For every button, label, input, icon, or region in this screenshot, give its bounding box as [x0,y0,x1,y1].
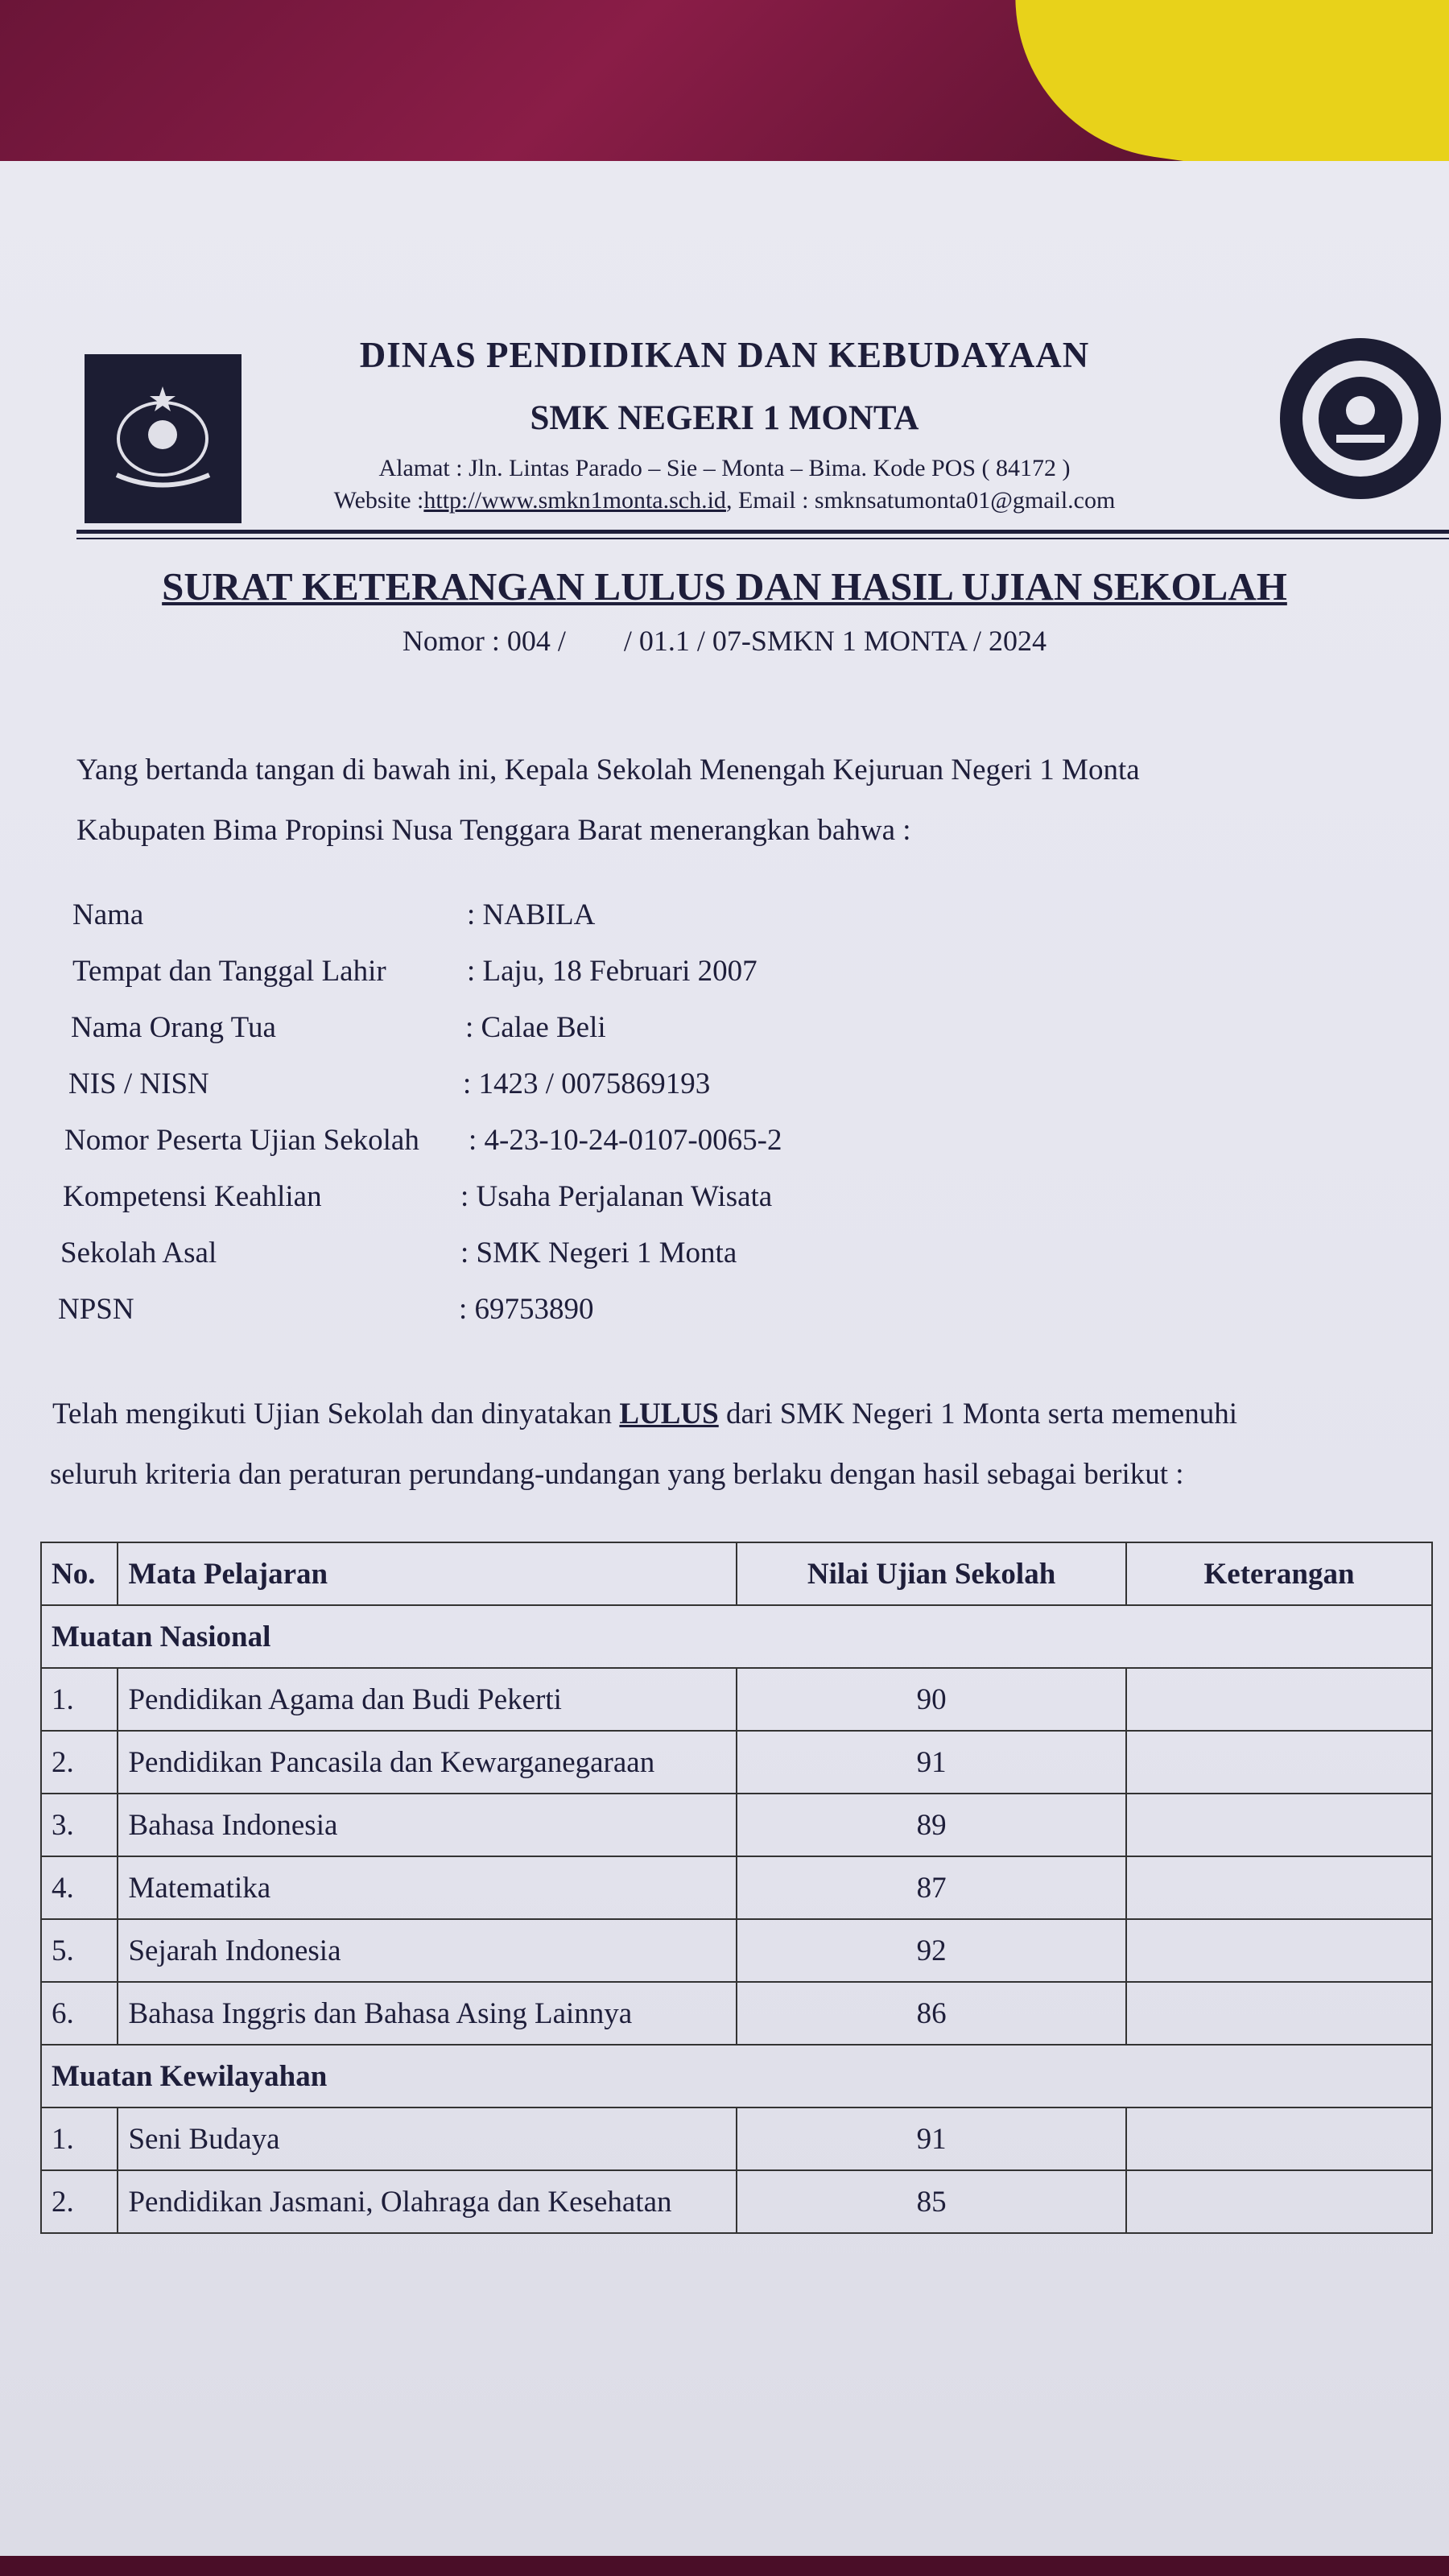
header-address: Alamat : Jln. Lintas Parado – Sie – Monta – Bima. Kode POS ( 84172 ) [378,455,1071,481]
row-remarks [1126,2170,1432,2233]
row-score: 92 [737,1919,1126,1982]
grades-table [40,1542,1433,2234]
table-row [41,2170,1432,2233]
header-score: Nilai Ujian Sekolah [737,1542,1126,1605]
row-subject: Pendidikan Pancasila dan Kewarganegaraan [118,1731,737,1794]
row-remarks [1126,1982,1432,2045]
row-subject: Pendidikan Jasmani, Olahraga dan Kesehatan [118,2170,737,2233]
row-remarks [1126,1794,1432,1856]
row-score: 89 [737,1794,1126,1856]
field-label: Nama Orang Tua [71,1011,276,1044]
intro-line-1: Yang bertanda tangan di bawah ini, Kepala Sekolah Menengah Kejuruan Negeri 1 Monta [76,753,1140,786]
row-remarks [1126,1856,1432,1919]
section-national: Muatan Nasional [41,1605,1432,1668]
row-subject: Seni Budaya [118,2107,737,2170]
statement-line-1 [52,1397,1237,1431]
section-regional: Muatan Kewilayahan [41,2045,1432,2107]
row-score: 90 [737,1668,1126,1731]
row-no: 5. [41,1919,118,1982]
field-value: : 1423 / 0075869193 [463,1067,711,1100]
header-remarks: Keterangan [1126,1542,1432,1605]
row-score: 91 [737,1731,1126,1794]
field-label: Kompetensi Keahlian [63,1180,322,1213]
header-no: No. [41,1542,118,1605]
header-website-line [0,487,1449,514]
table-row [41,1794,1432,1856]
field-value: : Usaha Perjalanan Wisata [460,1180,773,1213]
table-row [41,2107,1432,2170]
field-value: : SMK Negeri 1 Monta [460,1236,737,1269]
row-subject: Matematika [118,1856,737,1919]
row-no: 2. [41,2170,118,2233]
row-no: 1. [41,1668,118,1731]
row-score: 87 [737,1856,1126,1919]
row-subject: Bahasa Inggris dan Bahasa Asing Lainnya [118,1982,737,2045]
table-row [41,1668,1432,1731]
document-number: Nomor : 004 / / 01.1 / 07-SMKN 1 MONTA / 2024 [402,625,1047,657]
row-no: 2. [41,1731,118,1794]
website-prefix: Website : [333,487,424,514]
header-agency: DINAS PENDIDIKAN DAN KEBUDAYAAN [359,335,1090,375]
field-label: NIS / NISN [68,1067,209,1100]
statement-part-1: Telah mengikuti Ujian Sekolah dan dinyatakan [52,1397,620,1430]
table-row [41,1731,1432,1794]
table-row [41,1982,1432,2045]
row-score: 85 [737,2170,1126,2233]
table-row [41,1856,1432,1919]
statement-part-2: dari SMK Negeri 1 Monta serta memenuhi [718,1397,1238,1430]
field-value: : 4-23-10-24-0107-0065-2 [469,1124,782,1157]
section-row [41,1605,1432,1668]
field-label: NPSN [58,1293,134,1326]
row-subject: Bahasa Indonesia [118,1794,737,1856]
field-label: Sekolah Asal [60,1236,217,1269]
table-header-row [41,1542,1432,1605]
header-school-name: SMK NEGERI 1 MONTA [530,399,919,437]
field-label: Nomor Peserta Ujian Sekolah [64,1124,419,1157]
field-value: : Laju, 18 Februari 2007 [467,955,758,988]
row-subject: Sejarah Indonesia [118,1919,737,1982]
row-no: 3. [41,1794,118,1856]
row-score: 86 [737,1982,1126,2045]
table-row [41,1919,1432,1982]
document-paper [0,161,1449,2556]
website-link[interactable]: http://www.smkn1monta.sch.id [423,487,726,514]
field-value: : NABILA [467,898,596,931]
document-title: SURAT KETERANGAN LULUS DAN HASIL UJIAN SEKOLAH [162,564,1287,609]
statement-line-2: seluruh kriteria dan peraturan perundang-undangan yang berlaku dengan hasil sebagai berikut : [50,1458,1184,1491]
field-label: Nama [72,898,144,931]
header-rule-thin [76,538,1449,539]
row-no: 6. [41,1982,118,2045]
email-text: , Email : smknsatumonta01@gmail.com [725,487,1116,514]
field-value: : Calae Beli [465,1011,606,1044]
row-subject: Pendidikan Agama dan Budi Pekerti [118,1668,737,1731]
row-remarks [1126,1668,1432,1731]
section-row [41,2045,1432,2107]
row-no: 4. [41,1856,118,1919]
intro-line-2: Kabupaten Bima Propinsi Nusa Tenggara Barat menerangkan bahwa : [76,814,911,847]
row-no: 1. [41,2107,118,2170]
row-remarks [1126,1731,1432,1794]
row-remarks [1126,1919,1432,1982]
row-score: 91 [737,2107,1126,2170]
statement-lulus: LULUS [619,1397,719,1430]
header-subject: Mata Pelajaran [118,1542,737,1605]
row-remarks [1126,2107,1432,2170]
header-rule-thick [76,530,1449,534]
field-label: Tempat dan Tanggal Lahir [72,955,386,988]
field-value: : 69753890 [459,1293,594,1326]
